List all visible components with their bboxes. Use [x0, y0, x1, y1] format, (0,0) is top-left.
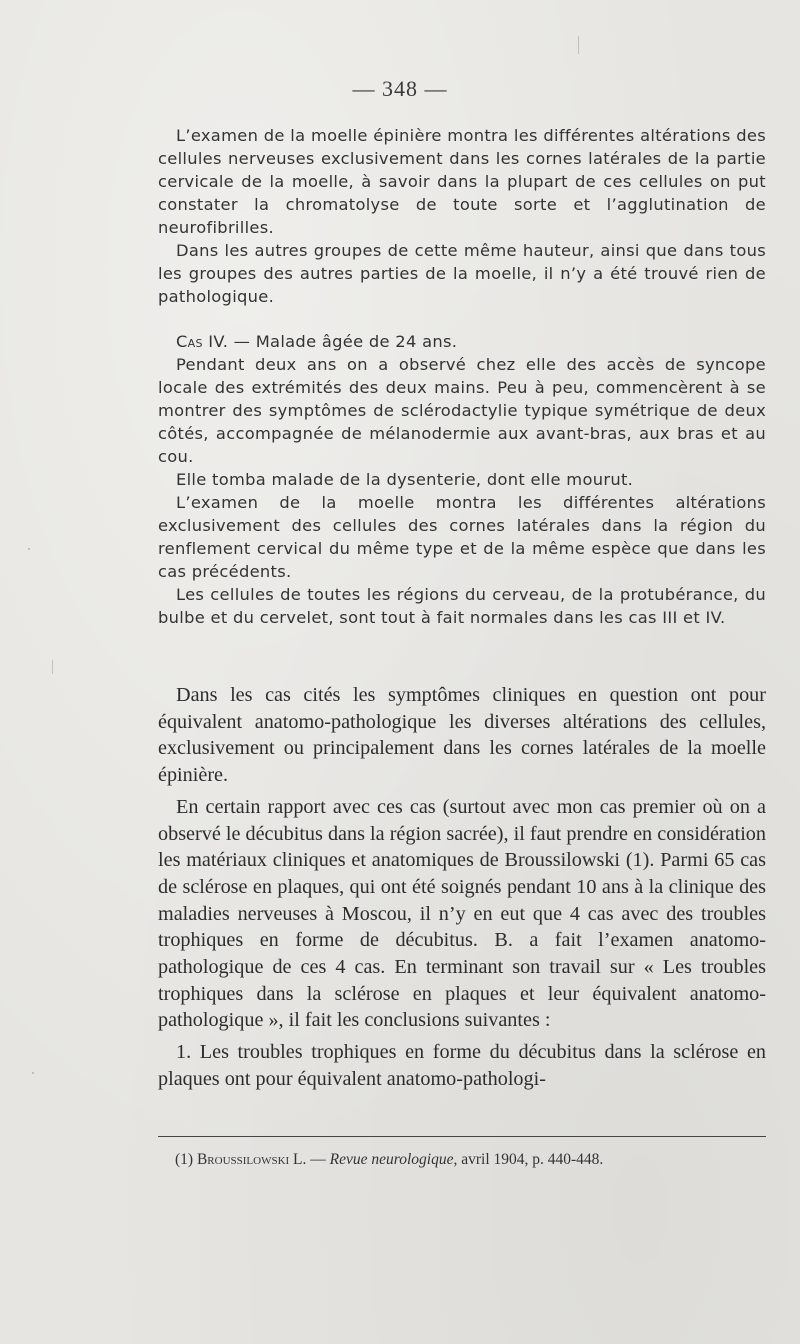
footnote-author: Broussilowski L. [196, 1151, 307, 1168]
paragraph-conclusion-1: 1. Les troubles trophiques en forme du décubitus dans la sclérose en plaques ont pour équivalent anatomo-pathologi- [158, 1041, 766, 1090]
paragraph-other-groups: Dans les autres groupes de cette même hauteur, ainsi que dans tous les groupes des autres parties de la moelle, il n’y a été trouvé rien de pathologique. [158, 241, 766, 306]
case-label: Cas IV. [176, 332, 229, 351]
case-report-section [158, 124, 766, 629]
footnote-journal: Revue neurologique [329, 1151, 454, 1168]
paragraph-cases-cited: Dans les cas cités les symptômes cliniques en question ont pour équivalent anatomo-pathologique les diverses altérations des cellules, exclusivement ou principalement dans les cornes latérales de la moelle épinière. [158, 684, 766, 787]
scan-speck [578, 36, 579, 54]
footnote-marker: (1) [175, 1151, 197, 1168]
footnote-details: , avril 1904, p. 440-448. [453, 1151, 604, 1168]
paragraph-marrow-exam: L’examen de la moelle montra les différentes altérations exclusivement des cellules des cornes latérales dans la région du renflement cervical du même type et de la même espèce que dans les cas précédents. [158, 493, 766, 581]
footnote-separator: — [306, 1151, 330, 1168]
footnote-divider [158, 1136, 766, 1137]
case-title: — Malade âgée de 24 ans. [228, 332, 458, 351]
paragraph-death: Elle tomba malade de la dysenterie, dont elle mourut. [176, 470, 634, 489]
scan-speck [52, 660, 53, 674]
paragraph-brain-cells: Les cellules de toutes les régions du cerveau, de la protubérance, du bulbe et du cervelet, sont tout à fait normales dans les cas III et IV. [158, 585, 766, 627]
page-number: — 348 — [352, 76, 448, 101]
scan-speck [28, 548, 30, 550]
scan-speck [32, 1072, 34, 1074]
paragraph-spinal-exam: L’examen de la moelle épinière montra les différentes altérations des cellules nerveuses exclusivement dans les cornes latérales de la partie cervicale de la moelle, à savoir dans la plupart de ces cellules on put constater la chromatolyse de toute sorte et l’agglutination de neurofibrilles. [158, 126, 766, 237]
paragraph-broussilowski: En certain rapport avec ces cas (surtout avec mon cas premier où on a observé le décubitus dans la région sacrée), il faut prendre en considération les matériaux cliniques et anatomiques de Broussilowski (1). Parmi 65 cas de sclérose en plaques, qui ont été soignés pendant 10 ans à la clinique des maladies nerveuses à Moscou, il n’y en eut que 4 cas avec des troubles trophiques en forme de décubitus. B. a fait l’examen anatomo-pathologique de ces 4 cas. En terminant son travail sur « Les troubles trophiques dans la sclérose en plaques et leur équivalent anatomo-pathologique », il fait les conclusions suivantes : [158, 795, 766, 1032]
paragraph-symptoms: Pendant deux ans on a observé chez elle des accès de syncope locale des extrémités des deux mains. Peu à peu, commencèrent à se montrer des symptômes de sclérodactylie typique symétrique de deux côtés, accompagnée de mélanodermie aux avant-bras, aux bras et au cou. [158, 355, 766, 466]
footnote [175, 1150, 775, 1170]
case-heading [158, 330, 766, 353]
discussion-section [158, 682, 766, 1093]
